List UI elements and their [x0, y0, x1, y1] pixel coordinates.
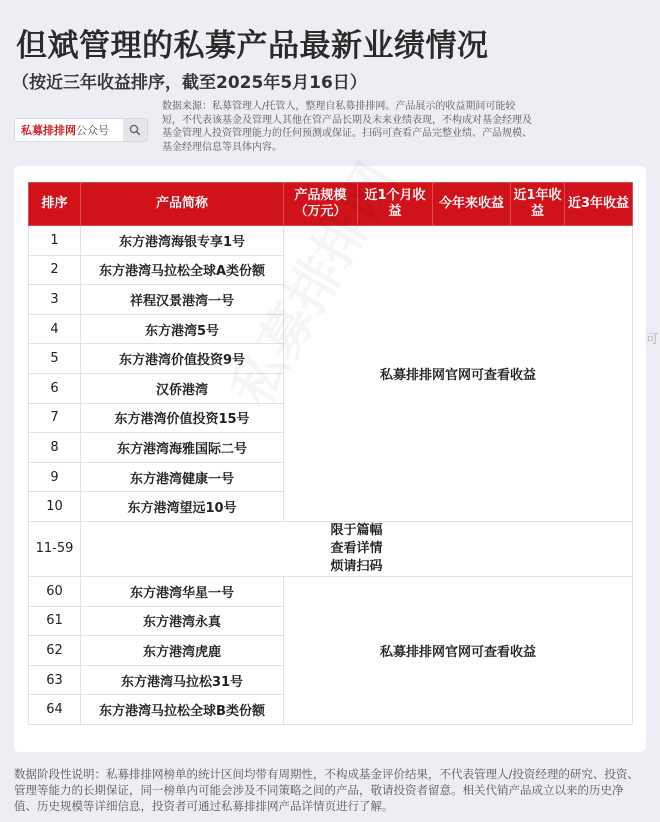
rank-cell: 10: [29, 492, 81, 522]
search-icon[interactable]: [123, 119, 147, 141]
header-return-ytd: 今年来收益: [433, 183, 511, 226]
product-name-cell: 东方港湾望远10号: [81, 492, 284, 522]
table-gap-row: [29, 521, 633, 576]
rank-cell: 61: [29, 606, 81, 636]
product-name-cell: 东方港湾马拉松全球B类份额: [81, 695, 284, 725]
rank-cell: 6: [29, 373, 81, 403]
ranking-table: [28, 182, 633, 725]
product-name-cell: 东方港湾健康一号: [81, 462, 284, 492]
rank-cell: 5: [29, 344, 81, 374]
page-title: 但斌管理的私募产品最新业绩情况: [16, 28, 489, 64]
rank-cell: 64: [29, 695, 81, 725]
source-note: 数据来源：私募管理人/托管人，整理自私募排排网。产品展示的收益期间可能较短，不代表该基金及管理人其他在管产品长期及未来业绩表现，不构成对基金经理及基金管理人投资管理能力的任何预测或保证。扫码可查看产品完整业绩、产品规模、基金经理信息等具体内容。: [162, 101, 532, 153]
table-row: [29, 226, 633, 256]
product-name-cell: 东方港湾5号: [81, 314, 284, 344]
rank-cell: 8: [29, 433, 81, 463]
gap-rank-cell: 11-59: [29, 521, 81, 576]
search-bar[interactable]: [14, 118, 148, 142]
gap-notice-line: 烦请扫码: [330, 558, 383, 574]
product-name-cell: 东方港湾价值投资9号: [81, 344, 284, 374]
rank-cell: 4: [29, 314, 81, 344]
search-suffix-label: 公众号: [76, 124, 109, 137]
header-return-1m: 近1个月收益: [358, 183, 433, 226]
rank-cell: 7: [29, 403, 81, 433]
rank-cell: 2: [29, 255, 81, 285]
disclaimer: 数据阶段性说明：私募排排网榜单的统计区间均带有周期性，不构成基金评价结果，不代表管理人/投资经理的研究、投资、管理等能力的长期保证，同一榜单内可能会涉及不同策略之间的产品，敬请投资者留意。相关代销产品成立以来的历史净值、历史规模等详细信息，投资者可通过私募排排网产品详情页进行了解。: [14, 767, 639, 813]
header-scale: 产品规模（万元）: [284, 183, 358, 226]
header-name: 产品简称: [81, 183, 284, 226]
bottom-merged-notice: 私募排排网官网可查看收益: [284, 576, 633, 724]
page-subtitle: （按近三年收益排序，截至2025年5月16日）: [12, 73, 367, 93]
gap-notice-line: 查看详情: [330, 540, 383, 556]
product-name-cell: 汉侨港湾: [81, 373, 284, 403]
product-name-cell: 东方港湾马拉松全球A类份额: [81, 255, 284, 285]
rank-cell: 62: [29, 636, 81, 666]
table-row: [29, 576, 633, 606]
top-merged-notice: 私募排排网官网可查看收益: [284, 226, 633, 522]
search-brand-label: 私募排排网: [21, 124, 76, 137]
header-rank: 排序: [29, 183, 81, 226]
rank-cell: 60: [29, 576, 81, 606]
side-fragment: 可: [645, 332, 658, 346]
table-header-row: [29, 183, 633, 226]
gap-notice-cell: [81, 521, 633, 576]
product-name-cell: 祥程汉景港湾一号: [81, 285, 284, 315]
rank-cell: 3: [29, 285, 81, 315]
product-name-cell: 东方港湾价值投资15号: [81, 403, 284, 433]
rank-cell: 63: [29, 665, 81, 695]
header-return-3y: 近3年收益: [565, 183, 633, 226]
product-name-cell: 东方港湾华星一号: [81, 576, 284, 606]
rank-cell: 1: [29, 226, 81, 256]
product-name-cell: 东方港湾海雅国际二号: [81, 433, 284, 463]
rank-cell: 9: [29, 462, 81, 492]
product-name-cell: 东方港湾海银专享1号: [81, 226, 284, 256]
gap-notice-line: 限于篇幅: [330, 522, 383, 538]
product-name-cell: 东方港湾永真: [81, 606, 284, 636]
header-return-1y: 近1年收益: [511, 183, 565, 226]
product-name-cell: 东方港湾马拉松31号: [81, 665, 284, 695]
ranking-card: [14, 166, 646, 752]
product-name-cell: 东方港湾虎鹿: [81, 636, 284, 666]
